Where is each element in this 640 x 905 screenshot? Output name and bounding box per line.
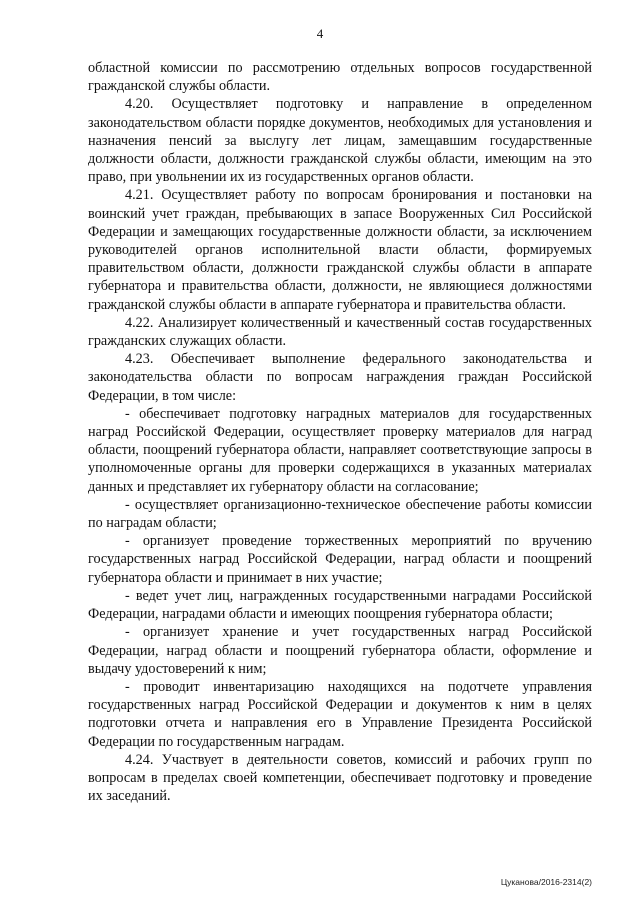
paragraph-4-21: 4.21. Осуществляет работу по вопросам бронирования и постановки на воинский учет граждан, пребывающих в запасе Вооруженных Сил Российской Федерации и замещающих государственные должности области, за исключением руководителей органов исполнительной власти области, формируемых правительством области, должности гражданской службы области в аппарате губернатора и правительства области, должности, не являющиеся должностями гражданской службы области в аппарате губернатора и правительства области. (88, 187, 592, 313)
footer-code: Цуканова/2016-2314(2) (500, 877, 592, 887)
paragraph-4-22: 4.22. Анализирует количественный и качественный состав государственных гражданских служащих области. (88, 314, 592, 350)
list-item-award-materials: - обеспечивает подготовку наградных материалов для государственных наград Российской Федерации, осуществляет проверку материалов для наград области, поощрений губернатора области, направляет соответствующие запросы в уполномоченные органы для проверки содержащихся в указанных материалах данных и представляет их губернатору области на согласование; (88, 405, 592, 495)
list-item-commission-support: - осуществляет организационно-техническое обеспечение работы комиссии по наградам области; (88, 496, 592, 532)
list-item-storage: - организует хранение и учет государственных наград Российской Федерации, наград области и поощрений губернатора области, оформление и выдачу удостоверений к ним; (88, 624, 592, 677)
list-item-awardee-records: - ведет учет лиц, награжденных государственными наградами Российской Федерации, наградами области и имеющих поощрения губернатора области; (88, 587, 592, 623)
paragraph-continuation: областной комиссии по рассмотрению отдельных вопросов государственной гражданской службы области. (88, 60, 592, 95)
list-item-ceremonies: - организует проведение торжественных мероприятий по вручению государственных наград Российской Федерации, наград области и поощрений губернатора области и принимает в них участие; (88, 533, 592, 586)
paragraph-4-23: 4.23. Обеспечивает выполнение федерального законодательства и законодательства области по вопросам награждения граждан Российской Федерации, в том числе: (88, 351, 592, 404)
paragraph-4-20: 4.20. Осуществляет подготовку и направление в определенном законодательством области порядке документов, необходимых для установления и назначения пенсий за выслугу лет лицам, замещавшим государственные должности области, должности гражданской службы области, имеющим на это право, при увольнении их из государственных органов области. (88, 96, 592, 186)
list-item-inventory: - проводит инвентаризацию находящихся на подотчете управления государственных наград Российской Федерации и документов к ним в целях подготовки отчета и направления его в Управление Президента Российской Федерации по государственным наградам. (88, 678, 592, 750)
page-number: 4 (316, 26, 324, 41)
paragraph-4-24: 4.24. Участвует в деятельности советов, комиссий и рабочих групп по вопросам в пределах своей компетенции, обеспечивает подготовку и проведение их заседаний. (88, 751, 592, 805)
document-body (88, 59, 592, 805)
